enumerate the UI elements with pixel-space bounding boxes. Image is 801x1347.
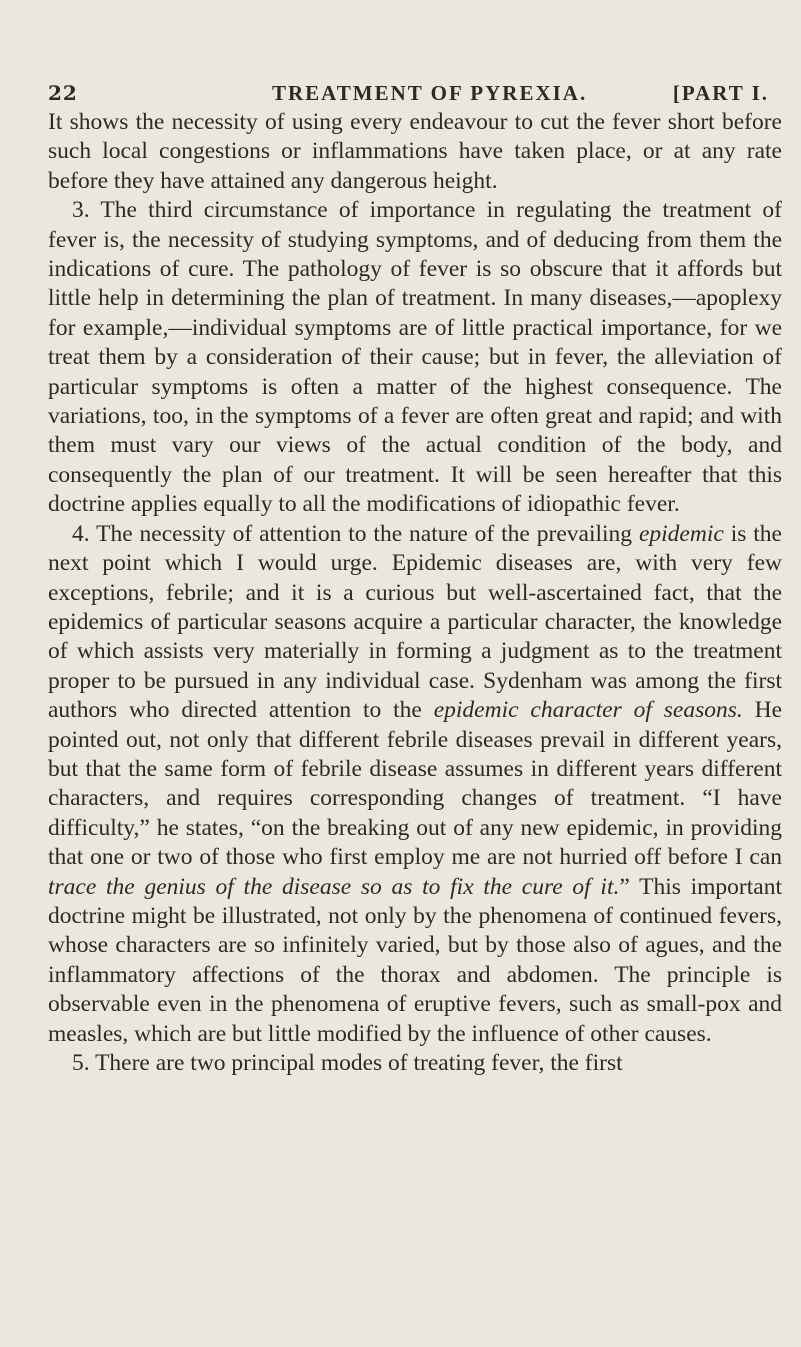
text-segment: ” This important doctrine might be illustrated, not only by the phenomena of continued fevers, whose characters are so infinitely varied, but by those also of agues, and the inflammatory affections of the thorax and abdomen. The principle is observable even in the phenomena of eruptive fevers, such as small-pox and measles, which are but little modified by the influence of other causes.: [48, 873, 782, 1047]
part-label: [PART I.: [672, 81, 769, 105]
italic-phrase: epidemic character of seasons.: [433, 697, 743, 724]
running-title: TREATMENT OF PYREXIA.: [272, 81, 588, 105]
running-header: [48, 81, 779, 111]
paragraph-2: 3. The third circumstance of importance in regulating the treatment of fever is, the necessity of studying symptoms, and of deducing from them the indications of cure. The pathology of fever is so obscure that it affords but little help in determining the plan of treatment. In many diseases,—apoplexy for example,—individual symptoms are of little practical importance, for we treat them by a consideration of their cause; but in fever, the alleviation of particular symptoms is often a matter of the highest consequence. The variations, too, in the symptoms of a fever are often great and rapid; and with them must vary our views of the actual condition of the body, and consequently the plan of our treatment. It will be seen hereafter that this doctrine applies equally to all the modifications of idiopathic fever.: [48, 197, 782, 518]
text-segment: He pointed out, not only that different febrile diseases prevail in different years, but that the same form of febrile disease assumes in different years different characters, and requires corresponding changes of treatment. “I have difficulty,” he states, “on the breaking out of any new epidemic, in providing that one or two of those who first employ me are not hurried off before I can: [48, 697, 782, 871]
text-segment: is the next point which I would urge. Epidemic diseases are, with very few exceptions, febrile; and it is a curious but well-ascertained fact, that the epidemics of particular seasons acquire a particular character, the knowledge of which assists very materially in forming a judgment as to the treatment proper to be pursued in any individual case. Sydenham was among the first authors who directed attention to the: [48, 520, 782, 724]
italic-phrase: trace the genius of the disease so as to fix the cure of it.: [48, 873, 620, 900]
italic-phrase: epidemic: [638, 520, 724, 547]
body-text: [48, 108, 782, 1078]
text-segment: 4. The necessity of attention to the nature of the prevailing: [72, 520, 639, 547]
page-number: 22: [48, 81, 78, 105]
paragraph-3: [48, 520, 782, 1049]
paragraph-1: It shows the necessity of using every endeavour to cut the fever short before such local congestions or inflammations have taken place, or at any rate before they have attained any dangerous height.: [48, 109, 782, 194]
paragraph-4: 5. There are two principal modes of treating fever, the first: [72, 1050, 623, 1076]
